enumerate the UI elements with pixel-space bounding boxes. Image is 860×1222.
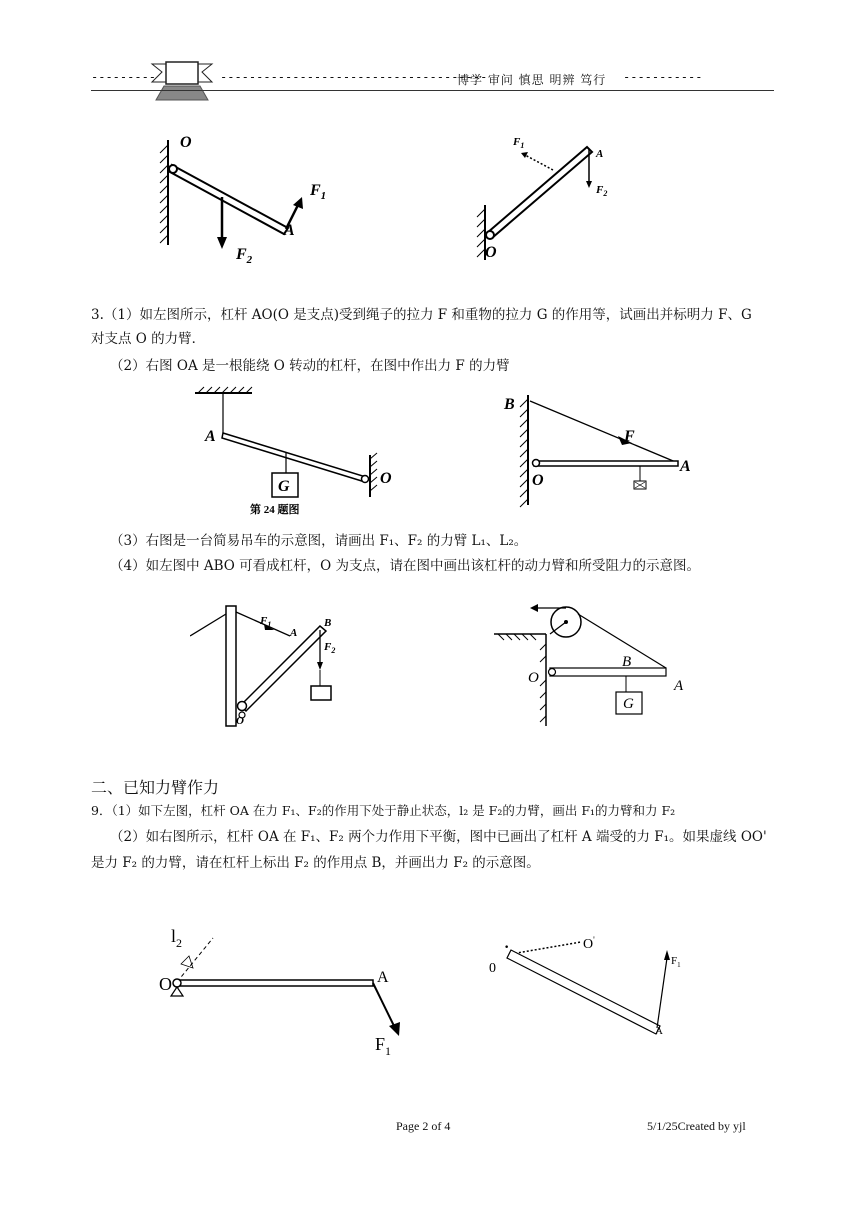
label-O-prime: O': [583, 935, 595, 952]
label-F1: $F_1$: [260, 615, 272, 629]
label-A: A: [596, 148, 604, 160]
q9-line2: （2）如右图所示，杠杆 OA 在 F₁、F₂ 两个力作用下平衡，图中已画出了杠杆 A 端受的力 F₁。如果虚线 OO': [110, 829, 767, 845]
header-middle-dashes: -------------------------------------: [220, 70, 488, 84]
footer-created: 5/1/25Created by yjl: [647, 1119, 746, 1133]
label-A: A: [290, 627, 298, 639]
q3-line4: （3）右图是一台简易吊车的示意图，请画出 F₁、F₂ 的力臂 L₁、L₂。: [110, 533, 528, 549]
label-O-dot: ·: [504, 939, 510, 956]
label-G: G: [278, 478, 290, 495]
footer-page-number: Page 2 of 4: [396, 1119, 451, 1133]
q3-line5: （4）如左图中 ABO 可看成杠杆，O 为支点，请在图中画出该杠杆的动力臂和所受阻力的示意图。: [110, 558, 701, 574]
figure-caption: 第 24 题图: [250, 504, 300, 516]
q9-line3: 是力 F₂ 的力臂，请在杠杆上标出 F₂ 的作用点 B，并画出力 F₂ 的示意图。: [91, 855, 540, 871]
label-O: O: [180, 134, 192, 151]
label-F2: $F_2$: [236, 246, 253, 266]
figure-pulley-bar: [490, 600, 690, 730]
q9-line1: 9．（1）如下左图，杠杆 OA 在力 F₁、F₂的作用下处于静止状态，l₂ 是 F₂的力臂，画出 F₁的力臂和力 F₂: [91, 803, 676, 818]
header-rule: [91, 90, 774, 91]
header-right-dashes: -----------: [623, 70, 703, 84]
section-title: 二、已知力臂作力: [91, 778, 220, 797]
figure-crane-pole: [190, 600, 350, 730]
label-A: A: [377, 969, 389, 986]
label-F1: $F_1$: [513, 136, 525, 150]
figure-lever-wall-left: [150, 125, 350, 275]
header-logo: [146, 60, 218, 102]
label-F2: $F_2$: [596, 184, 608, 198]
label-O: O: [380, 470, 392, 487]
figure-lever-oo-prime: [485, 930, 705, 1040]
label-A: A: [674, 678, 684, 694]
label-F2: $F_2$: [324, 641, 336, 655]
q3-line3: （2）右图 OA 是一根能绕 O 转动的杠杆，在图中作出力 F 的力臂: [110, 358, 510, 374]
label-B: B: [504, 396, 515, 413]
label-O: O: [159, 974, 172, 994]
label-O: O: [485, 244, 497, 261]
label-l2: $l_2$: [171, 926, 183, 950]
label-O: O: [528, 670, 539, 686]
label-F1: $F_1$: [671, 955, 681, 969]
label-A: A: [205, 428, 216, 445]
label-A: A: [284, 222, 295, 239]
figure-hanging-lever: [190, 385, 410, 520]
figure-wall-bar-string: [500, 393, 700, 513]
label-F: F: [624, 428, 635, 445]
label-zero: 0: [489, 961, 496, 976]
label-F1: $F_1$: [310, 182, 327, 202]
q3-line1: 3.（1）如左图所示，杠杆 AO(O 是支点)受到绳子的拉力 F 和重物的拉力 G 的作用等，试画出并标明力 F、G: [91, 307, 752, 323]
header-left-dashes: ---------: [91, 70, 157, 84]
header-motto: 博学 审问 慎思 明辨 笃行: [457, 73, 607, 87]
label-B: B: [324, 617, 332, 629]
label-F1: $F_1$: [375, 1034, 392, 1058]
label-A: A: [655, 1025, 663, 1037]
figure-lever-l2: [155, 920, 415, 1060]
label-B: B: [622, 654, 632, 670]
label-A: A: [680, 458, 691, 475]
figure-lever-wall-right: [465, 125, 635, 265]
q3-line2: 对支点 O 的力臂．: [91, 331, 206, 347]
label-O: O: [532, 472, 544, 489]
label-G: G: [623, 696, 634, 712]
label-O: O: [236, 715, 244, 727]
